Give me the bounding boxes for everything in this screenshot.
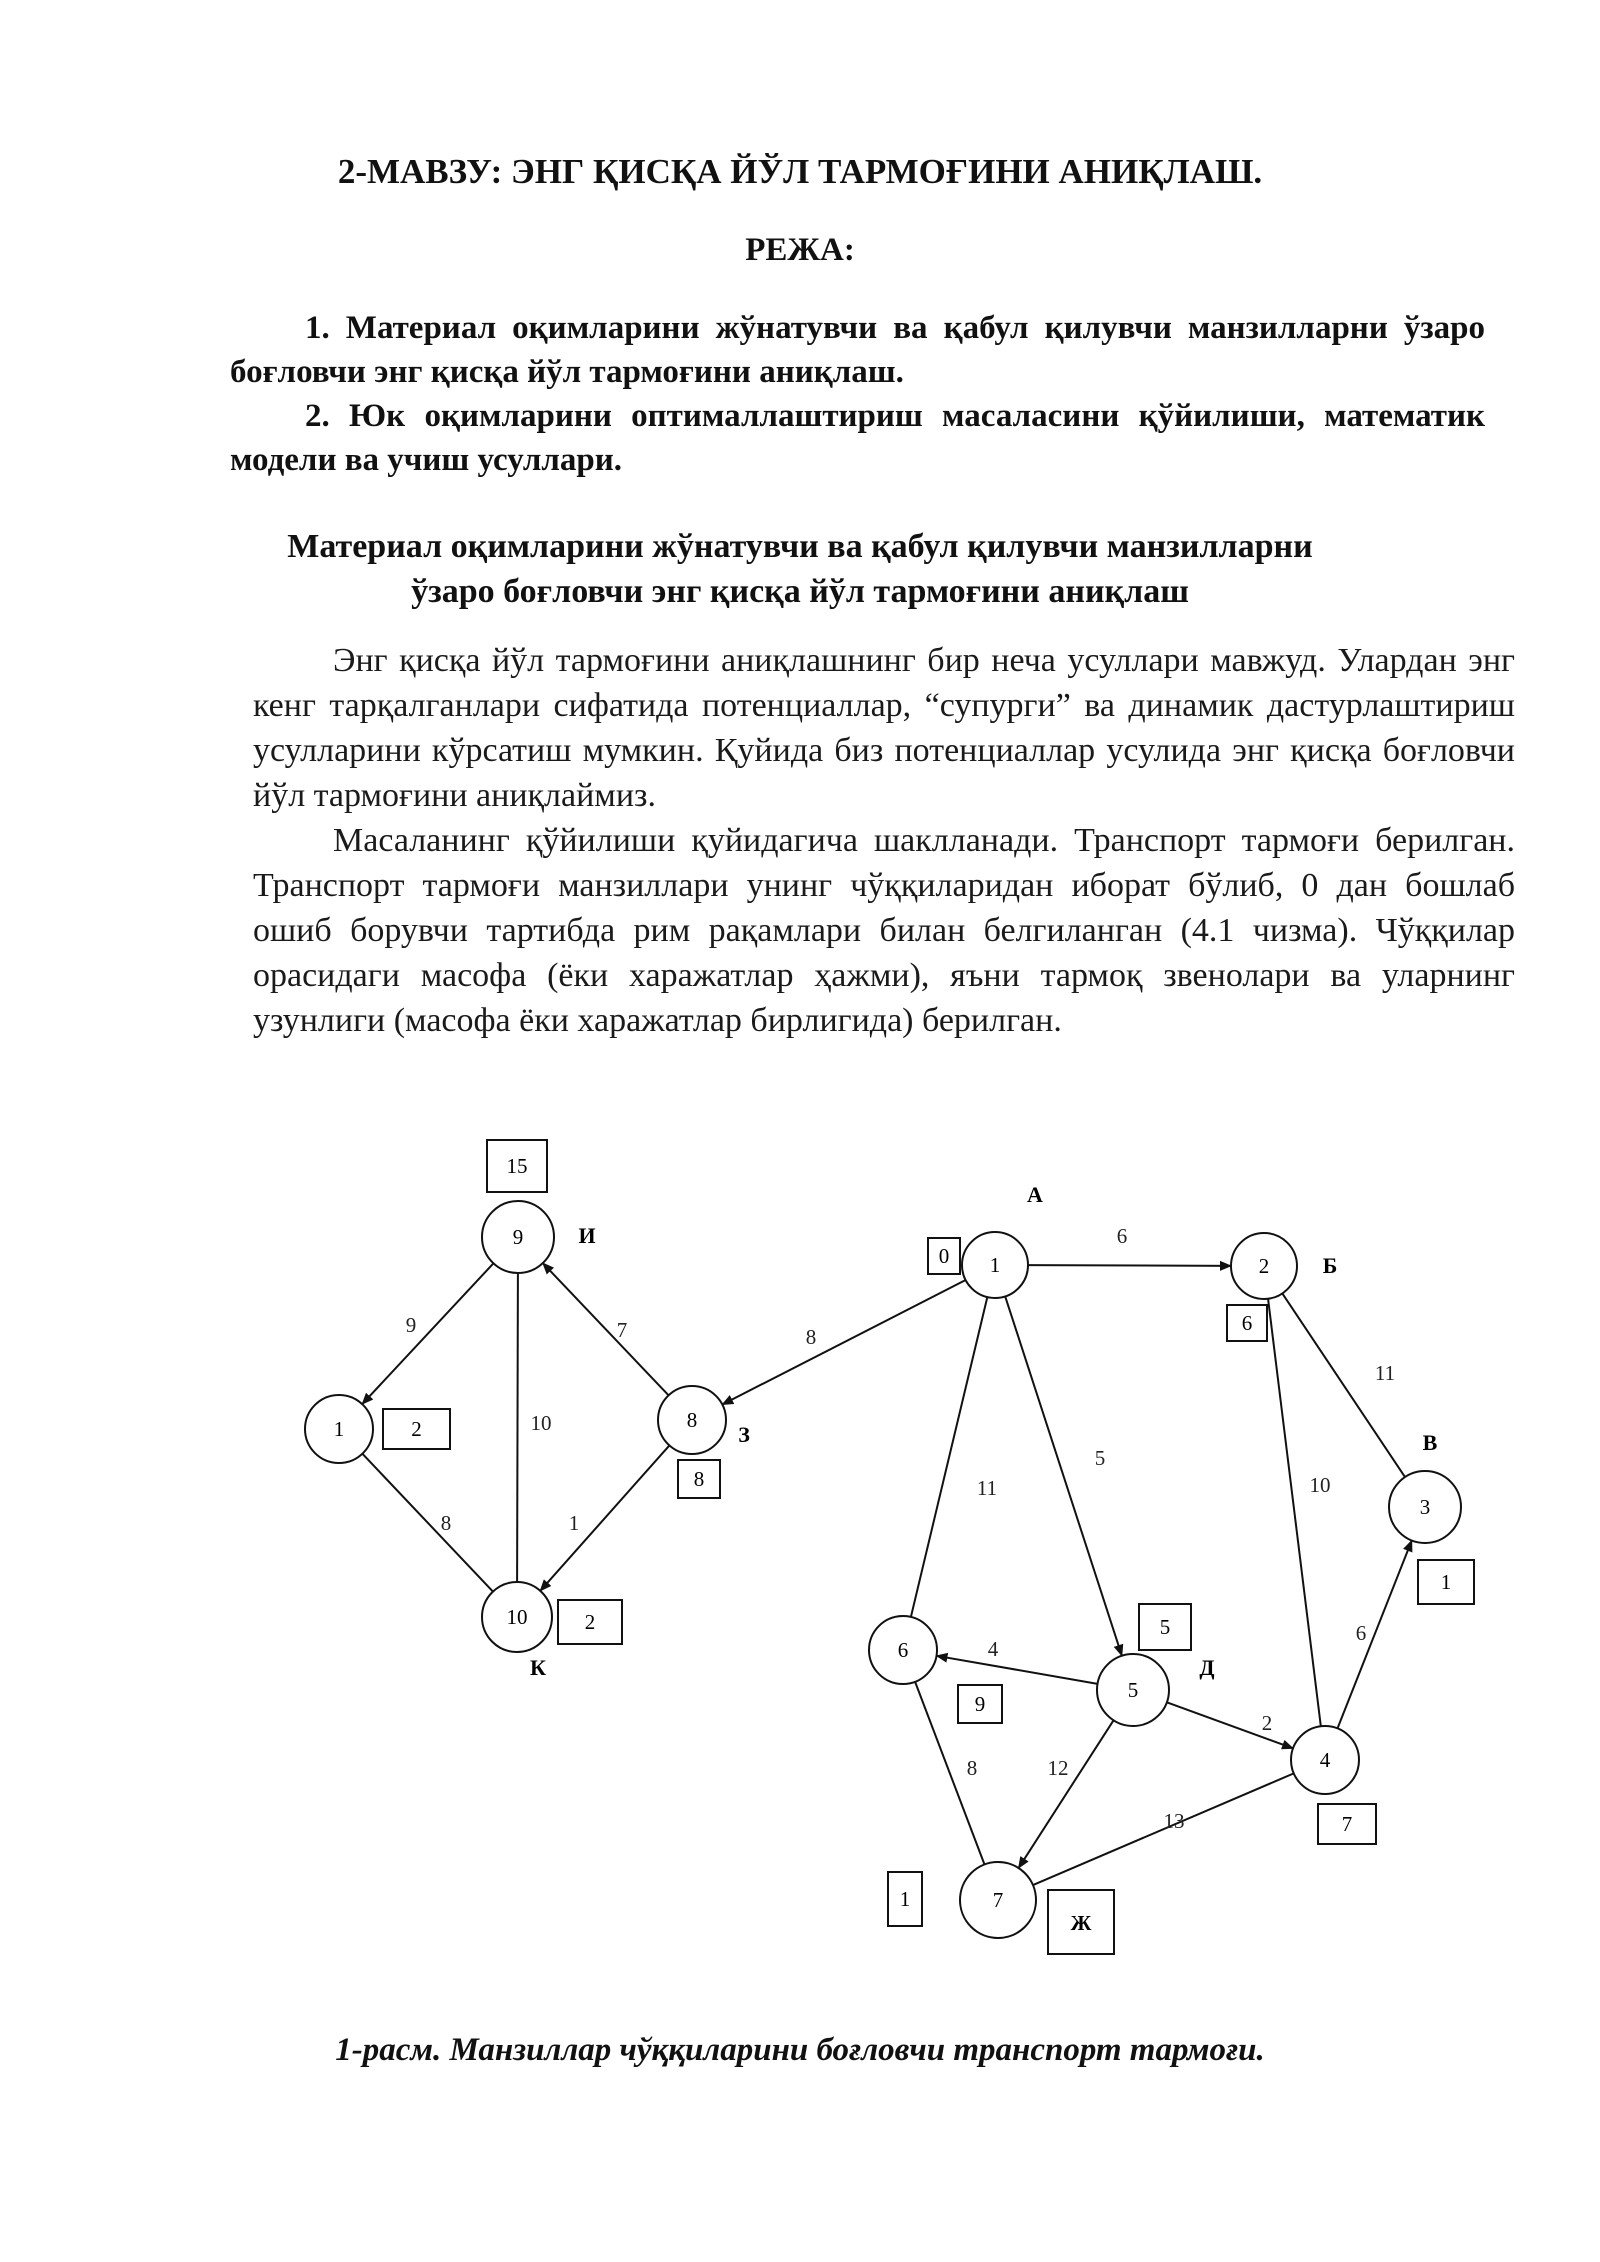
potential-value: 2	[584, 1610, 596, 1634]
edge-weight-label: 6	[1355, 1621, 1367, 1645]
section-heading-line-2: ўзаро боғловчи энг қисқа йўл тармоғини аниқлаш	[411, 573, 1189, 610]
node-number: 4	[1319, 1748, 1331, 1772]
edge-weight-label: 8	[966, 1756, 978, 1780]
node-number: 9	[512, 1225, 524, 1249]
node-number: 5	[1127, 1678, 1139, 1702]
edge-2-3	[1282, 1293, 1405, 1477]
edge-weight-label: 11	[976, 1476, 998, 1500]
edge-5-4	[1167, 1702, 1293, 1748]
edge-5-6	[936, 1656, 1097, 1684]
node-number: 2	[1258, 1254, 1270, 1278]
plan-item-1: 1. Материал оқимларини жўнатувчи ва қабул қилувчи манзилларни ўзаро боғловчи энг қисқа йўл тармоғини аниқлаш.	[230, 310, 1485, 390]
potential-value: 6	[1241, 1311, 1253, 1335]
page-title: 2-МАВЗУ: ЭНГ ҚИСҚА ЙЎЛ ТАРМОҒИНИ АНИҚЛАШ.	[337, 152, 1263, 191]
section-heading	[0, 524, 1600, 614]
potential-value: 5	[1159, 1615, 1171, 1639]
edge-9-10	[517, 1273, 518, 1582]
edge-1-10	[362, 1454, 493, 1592]
node-letter: Ж	[1070, 1911, 1092, 1935]
edge-weight-label: 13	[1163, 1809, 1185, 1833]
edge-weight-label: 7	[616, 1318, 628, 1342]
edge-1-2	[1028, 1265, 1231, 1266]
potential-value: 2	[411, 1417, 422, 1441]
paragraph-1: Энг қисқа йўл тармоғини аниқлашнинг бир неча усуллари мавжуд. Улардан энг кенг тарқалганлари сифатида потенциаллар, “супурги” ва динамик дастурлаштириш усулларини кўрсатиш мумкин. Қуйида биз потенциаллар усулида энг қисқа боғловчи йўл тармоғини аниқлаймиз.	[253, 642, 1515, 814]
node-number: 1	[333, 1417, 345, 1441]
section-heading-line-1: Материал оқимларини жўнатувчи ва қабул қилувчи манзилларни	[287, 528, 1313, 565]
potential-value: 8	[693, 1467, 705, 1491]
edge-5-7	[1019, 1720, 1114, 1868]
node-number: 8	[686, 1408, 698, 1432]
edge-1-6	[911, 1297, 987, 1617]
transport-network-diagram	[0, 1130, 1600, 1990]
paragraph-2: Масаланинг қўйилиши қуйидагича шаклланади. Транспорт тармоғи берилган. Транспорт тармоғи манзиллари унинг чўққиларидан иборат бўлиб, 0 дан бошлаб ошиб борувчи тартибда рим рақамлари билан белгиланган (4.1 чизма). Чўққилар орасидаги масофа (ёки харажатлар ҳажми), яъни тармоқ звенолари ва уларнинг узунлиги (масофа ёки харажатлар бирлигида) берилган.	[253, 822, 1515, 1039]
edge-weight-label: 4	[987, 1637, 999, 1661]
edge-1-5	[1005, 1296, 1122, 1655]
edge-weight-label: 10	[530, 1411, 552, 1435]
edge-2-4	[1268, 1299, 1321, 1727]
node-number: 7	[992, 1888, 1004, 1912]
node-letter: В	[1422, 1430, 1438, 1455]
edge-weight-label: 10	[1309, 1473, 1331, 1497]
edge-4-3	[1337, 1540, 1411, 1728]
node-number: 6	[897, 1638, 909, 1662]
edge-9-1	[362, 1263, 493, 1404]
edge-weight-label: 6	[1116, 1224, 1128, 1248]
edge-weight-label: 5	[1094, 1446, 1106, 1470]
potential-value: 9	[974, 1692, 986, 1716]
edge-weight-label: 8	[440, 1511, 452, 1535]
edge-weight-label: 9	[405, 1313, 417, 1337]
edge-weight-label: 2	[1261, 1711, 1273, 1735]
edge-weight-label: 8	[805, 1325, 817, 1349]
plan-list	[230, 306, 1485, 482]
edge-8-9	[543, 1263, 669, 1395]
potential-value: 1	[1440, 1570, 1452, 1594]
body-text	[253, 638, 1515, 1043]
node-letter: К	[530, 1655, 546, 1680]
node-number: 10	[506, 1605, 528, 1629]
plan-item-2: 2. Юк оқимларини оптималлаштириш масаласини қўйилиши, математик модели ва учиш усуллари.	[230, 398, 1485, 478]
edge-1-8	[722, 1280, 965, 1404]
node-letter: Д	[1199, 1655, 1215, 1680]
potential-value: 0	[938, 1244, 950, 1268]
node-letter: З	[738, 1422, 750, 1447]
edge-weight-label: 11	[1374, 1361, 1396, 1385]
node-number: 1	[989, 1253, 1001, 1277]
edge-weight-label: 12	[1047, 1756, 1069, 1780]
node-letter: А	[1027, 1182, 1043, 1207]
edge-8-10	[540, 1445, 669, 1590]
node-letter: И	[578, 1223, 596, 1248]
figure-caption: 1-расм. Манзиллар чўққиларини боғловчи транспорт тармоғи.	[335, 2032, 1265, 2068]
node-number: 3	[1419, 1495, 1431, 1519]
potential-value: 1	[899, 1887, 911, 1911]
edge-weight-label: 1	[568, 1511, 580, 1535]
plan-heading: РЕЖА:	[745, 232, 855, 268]
potential-value: 7	[1341, 1812, 1353, 1836]
node-letter: Б	[1322, 1253, 1338, 1278]
potential-value: 15	[506, 1154, 528, 1178]
